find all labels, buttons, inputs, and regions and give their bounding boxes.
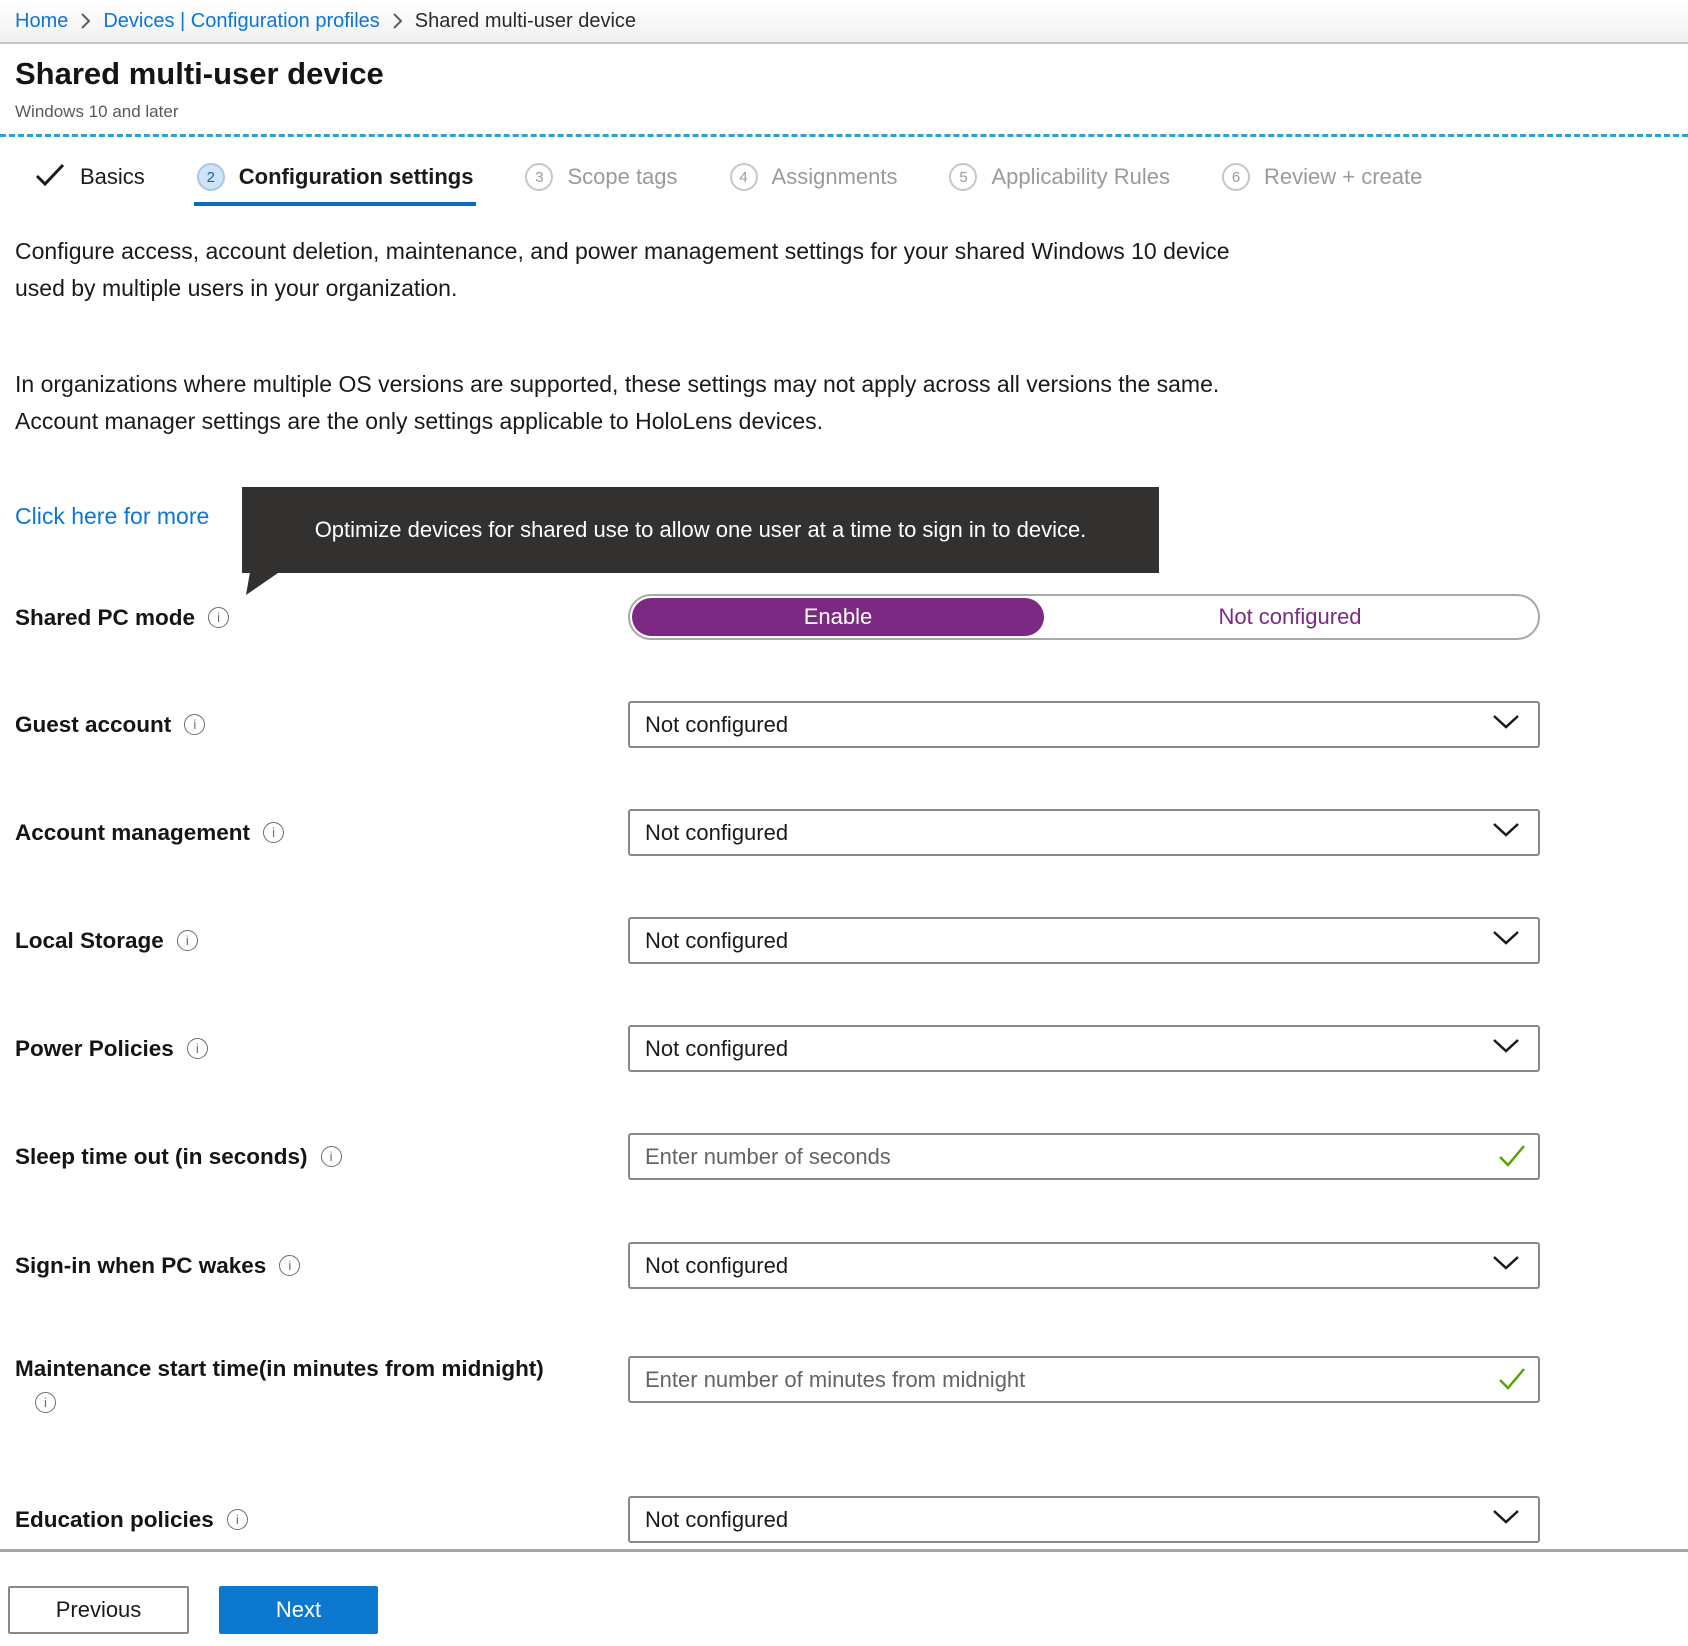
education-policies-value: Not configured xyxy=(645,1506,789,1532)
step-number-badge: 5 xyxy=(949,163,977,191)
intro-paragraph-1 xyxy=(15,233,1230,307)
step-number-badge: 3 xyxy=(525,163,553,191)
wizard-steps xyxy=(0,150,1688,204)
intro-paragraph-1-line-2: used by multiple users in your organization. xyxy=(15,275,458,301)
chevron-down-icon xyxy=(1492,1509,1520,1530)
step-number-badge: 6 xyxy=(1222,163,1250,191)
signin-pc-wakes-label: Sign-in when PC wakes xyxy=(15,1252,267,1278)
sleep-timeout-input[interactable] xyxy=(628,1133,1540,1180)
power-policies-value: Not configured xyxy=(645,1035,789,1061)
form-row-maintenance-start-time xyxy=(0,1356,1688,1410)
tab-configuration-settings-label: Configuration settings xyxy=(238,164,474,189)
guest-account-label: Guest account xyxy=(15,711,172,737)
valid-check-icon xyxy=(1498,1144,1526,1173)
info-icon[interactable]: i xyxy=(279,1255,300,1276)
step-number-badge: 2 xyxy=(197,163,225,191)
learn-more-link[interactable]: Click here for more xyxy=(15,503,210,529)
tab-assignments[interactable] xyxy=(730,151,898,203)
maintenance-start-time-label: Maintenance start time(in minutes from midnight) xyxy=(15,1356,544,1381)
local-storage-dropdown[interactable] xyxy=(628,917,1540,964)
signin-pc-wakes-value: Not configured xyxy=(645,1252,789,1278)
tooltip-text: Optimize devices for shared use to allow one user at a time to sign in to device. xyxy=(314,517,1087,542)
sleep-timeout-label: Sleep time out (in seconds) xyxy=(15,1143,308,1169)
tab-scope-tags-label: Scope tags xyxy=(567,164,678,189)
info-icon[interactable]: i xyxy=(227,1509,248,1530)
tab-assignments-label: Assignments xyxy=(771,164,898,189)
power-policies-label: Power Policies xyxy=(15,1035,174,1061)
page-subtitle: Windows 10 and later xyxy=(15,102,179,121)
guest-account-dropdown[interactable] xyxy=(628,701,1540,748)
intro-paragraph-2-line-2: Account manager settings are the only settings applicable to HoloLens devices. xyxy=(15,408,824,434)
info-icon[interactable]: i xyxy=(35,1392,56,1413)
shared-pc-mode-not-configured-option[interactable]: Not configured xyxy=(1218,604,1362,629)
info-icon[interactable]: i xyxy=(177,930,198,951)
local-storage-value: Not configured xyxy=(645,927,789,953)
shared-pc-mode-toggle xyxy=(628,594,1540,640)
local-storage-label: Local Storage xyxy=(15,927,164,953)
tab-basics-label: Basics xyxy=(80,164,145,189)
step-number-badge: 4 xyxy=(730,163,758,191)
account-management-dropdown[interactable] xyxy=(628,809,1540,856)
shared-pc-mode-enable-option[interactable]: Enable xyxy=(632,598,1044,636)
chevron-down-icon xyxy=(1492,930,1520,951)
check-icon xyxy=(34,162,66,193)
chevron-right-icon xyxy=(80,12,91,30)
chevron-down-icon xyxy=(1492,822,1520,843)
power-policies-dropdown[interactable] xyxy=(628,1025,1540,1072)
account-management-label: Account management xyxy=(15,819,251,845)
tooltip-pointer xyxy=(246,573,278,595)
tab-review-create-label: Review + create xyxy=(1264,164,1423,189)
page-title: Shared multi-user device xyxy=(15,56,384,91)
breadcrumb xyxy=(0,0,1688,44)
account-management-value: Not configured xyxy=(645,819,789,845)
info-icon[interactable]: i xyxy=(187,1038,208,1059)
info-icon[interactable]: i xyxy=(321,1146,342,1167)
shared-pc-mode-label: Shared PC mode xyxy=(15,604,196,630)
tab-applicability-rules[interactable] xyxy=(949,151,1170,203)
guest-account-value: Not configured xyxy=(645,711,789,737)
tab-applicability-rules-label: Applicability Rules xyxy=(991,164,1171,189)
intro-paragraph-2 xyxy=(15,366,1219,440)
valid-check-icon xyxy=(1498,1367,1526,1396)
intro-paragraph-2-line-1: In organizations where multiple OS versions are supported, these settings may not apply across all versions the same. xyxy=(15,371,1220,397)
education-policies-label: Education policies xyxy=(15,1506,214,1532)
chevron-down-icon xyxy=(1492,1038,1520,1059)
dashed-divider xyxy=(0,134,1688,137)
tab-review-create[interactable] xyxy=(1222,151,1422,203)
signin-pc-wakes-dropdown[interactable] xyxy=(628,1242,1540,1289)
tab-configuration-settings[interactable] xyxy=(197,151,474,203)
footer-divider xyxy=(0,1549,1688,1552)
chevron-down-icon xyxy=(1492,714,1520,735)
breadcrumb-current: Shared multi-user device xyxy=(414,9,637,32)
info-icon[interactable]: i xyxy=(184,714,205,735)
chevron-down-icon xyxy=(1492,1255,1520,1276)
education-policies-dropdown[interactable] xyxy=(628,1496,1540,1543)
form-row-sleep-timeout xyxy=(0,1133,1688,1180)
previous-button[interactable]: Previous xyxy=(8,1586,189,1634)
maintenance-start-time-input[interactable] xyxy=(628,1356,1540,1403)
tab-scope-tags[interactable] xyxy=(525,151,677,203)
shared-pc-mode-tooltip xyxy=(242,487,1159,573)
chevron-right-icon xyxy=(392,12,403,30)
tab-basics[interactable] xyxy=(34,151,145,203)
info-icon[interactable]: i xyxy=(208,607,229,628)
intro-paragraph-1-line-1: Configure access, account deletion, maintenance, and power management settings for your shared Windows 10 device xyxy=(15,238,1230,264)
breadcrumb-home[interactable]: Home xyxy=(15,9,69,32)
breadcrumb-configuration-profiles[interactable]: Devices | Configuration profiles xyxy=(103,9,380,32)
next-button[interactable]: Next xyxy=(219,1586,378,1634)
info-icon[interactable]: i xyxy=(263,822,284,843)
